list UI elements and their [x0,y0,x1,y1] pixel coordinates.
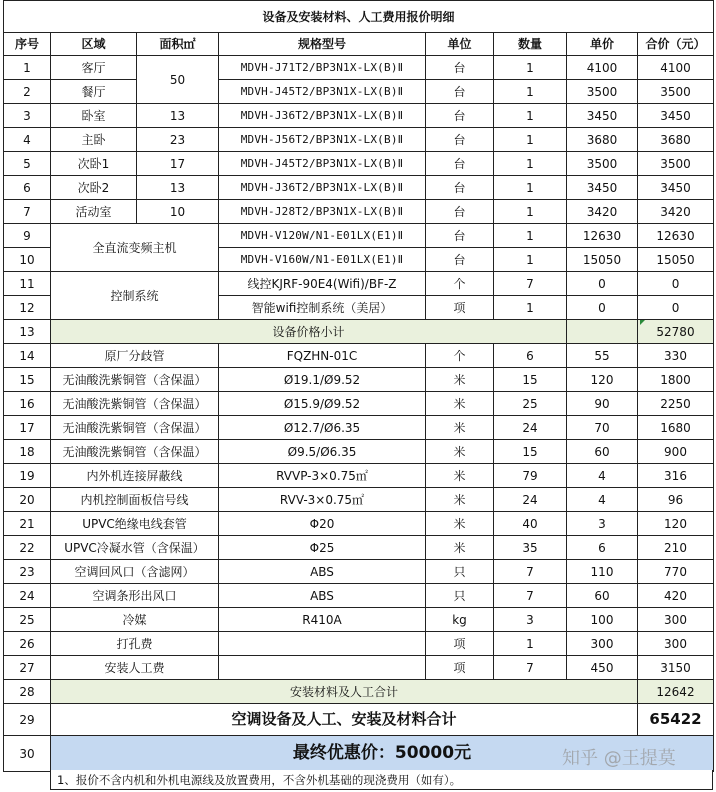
header-area: 区域 [51,33,137,56]
row-price: 4 [567,464,638,488]
equipment-subtotal-row [4,320,714,344]
row-total: 3450 [638,104,714,128]
row-unit: 台 [426,128,494,152]
row-no: 1 [4,56,51,80]
row-qty: 7 [494,560,567,584]
row-total: 2250 [638,392,714,416]
row-area: 卧室 [51,104,137,128]
row-spec: MDVH-J36T2/BP3N1X-LX(B)Ⅱ [219,104,426,128]
row-price: 60 [567,440,638,464]
row-unit: kg [426,608,494,632]
row-unit: 米 [426,368,494,392]
row-total: 4100 [638,56,714,80]
row-qty: 24 [494,488,567,512]
row-no: 4 [4,128,51,152]
row-no: 12 [4,296,51,320]
row-unit: 台 [426,248,494,272]
row-total: 420 [638,584,714,608]
table-row [4,392,714,416]
row-unit: 只 [426,584,494,608]
row-spec: MDVH-J71T2/BP3N1X-LX(B)Ⅱ [219,56,426,80]
header-qty: 数量 [494,33,567,56]
row-item: 空调条形出风口 [51,584,219,608]
row-total: 210 [638,536,714,560]
cell-comment-marker-icon [640,320,645,325]
row-unit: 台 [426,176,494,200]
sheet-title: 设备及安装材料、人工费用报价明细 [4,1,714,33]
header-unit: 单位 [426,33,494,56]
row-no: 9 [4,224,51,248]
row-item: 无油酸洗紫铜管（含保温） [51,392,219,416]
row-total: 96 [638,488,714,512]
row-size: 13 [137,176,219,200]
row-area: 活动室 [51,200,137,224]
row-qty: 7 [494,272,567,296]
row-price: 120 [567,368,638,392]
row-price: 300 [567,632,638,656]
row-unit: 项 [426,656,494,680]
row-qty: 1 [494,80,567,104]
row-no: 6 [4,176,51,200]
table-row [4,152,714,176]
row-qty: 6 [494,344,567,368]
row-qty: 25 [494,392,567,416]
row-price: 0 [567,272,638,296]
row-item: 打孔费 [51,632,219,656]
row-unit: 台 [426,152,494,176]
row-total: 3500 [638,80,714,104]
row-unit: 米 [426,440,494,464]
row-area-control-merged: 控制系统 [51,272,219,320]
grand-total-label: 空调设备及人工、安装及材料合计 [51,704,638,736]
row-no: 29 [4,704,51,736]
row-spec: R410A [219,608,426,632]
row-item: 无油酸洗紫铜管（含保温） [51,416,219,440]
table-row [4,104,714,128]
row-qty: 1 [494,56,567,80]
row-item: 冷媒 [51,608,219,632]
row-unit: 个 [426,344,494,368]
final-offer-row [4,736,714,772]
row-price: 6 [567,536,638,560]
row-spec [219,656,426,680]
row-size: 17 [137,152,219,176]
row-qty: 35 [494,536,567,560]
row-qty: 3 [494,608,567,632]
row-qty: 15 [494,368,567,392]
row-spec: Ø19.1/Ø9.52 [219,368,426,392]
quotation-table [3,0,714,772]
row-spec: Ø12.7/Ø6.35 [219,416,426,440]
row-no: 5 [4,152,51,176]
row-spec: Φ25 [219,536,426,560]
row-unit: 台 [426,200,494,224]
row-size: 13 [137,104,219,128]
row-qty: 24 [494,416,567,440]
row-price: 3450 [567,104,638,128]
grand-total-row [4,704,714,736]
table-row [4,368,714,392]
row-price: 3 [567,512,638,536]
row-no: 26 [4,632,51,656]
row-total: 900 [638,440,714,464]
row-item: UPVC绝缘电线套管 [51,512,219,536]
row-total: 0 [638,296,714,320]
header-spec: 规格型号 [219,33,426,56]
row-no: 16 [4,392,51,416]
table-row [4,272,714,296]
table-row [4,488,714,512]
material-subtotal-value: 12642 [638,680,714,704]
row-size: 10 [137,200,219,224]
row-qty: 40 [494,512,567,536]
row-total: 770 [638,560,714,584]
row-price: 15050 [567,248,638,272]
row-item: UPVC冷凝水管（含保温） [51,536,219,560]
row-unit: 台 [426,80,494,104]
row-no: 2 [4,80,51,104]
row-spec: MDVH-V160W/N1-E01LX(E1)Ⅱ [219,248,426,272]
table-row [4,176,714,200]
row-total: 3420 [638,200,714,224]
row-no: 18 [4,440,51,464]
row-total: 12630 [638,224,714,248]
row-spec: Φ20 [219,512,426,536]
row-area: 次卧1 [51,152,137,176]
row-spec: ABS [219,584,426,608]
header-total: 合价（元） [638,33,714,56]
header-price: 单价 [567,33,638,56]
row-price: 3420 [567,200,638,224]
row-total: 15050 [638,248,714,272]
row-total: 3500 [638,152,714,176]
row-no: 20 [4,488,51,512]
table-row [4,416,714,440]
material-subtotal-row [4,680,714,704]
row-total: 1800 [638,368,714,392]
row-item: 原厂分歧管 [51,344,219,368]
row-qty: 15 [494,440,567,464]
grand-total-value: 65422 [638,704,714,736]
row-price: 4100 [567,56,638,80]
row-no: 7 [4,200,51,224]
table-row [4,512,714,536]
row-spec: 线控KJRF-90E4(Wifi)/BF-Z [219,272,426,296]
row-spec: MDVH-J36T2/BP3N1X-LX(B)Ⅱ [219,176,426,200]
row-qty: 7 [494,656,567,680]
title-row [4,1,714,33]
row-qty: 1 [494,176,567,200]
row-no: 24 [4,584,51,608]
row-unit: 个 [426,272,494,296]
row-area: 客厅 [51,56,137,80]
row-spec: Ø15.9/Ø9.52 [219,392,426,416]
row-price: 12630 [567,224,638,248]
row-total: 1680 [638,416,714,440]
row-spec: MDVH-J56T2/BP3N1X-LX(B)Ⅱ [219,128,426,152]
table-row [4,56,714,80]
row-unit: 台 [426,224,494,248]
watermark: 知乎 @王提莫 [562,748,676,769]
row-no: 3 [4,104,51,128]
row-price: 4 [567,488,638,512]
row-unit: 米 [426,464,494,488]
row-price: 3450 [567,176,638,200]
row-no: 19 [4,464,51,488]
row-no: 25 [4,608,51,632]
table-row [4,344,714,368]
row-size: 23 [137,128,219,152]
row-unit: 项 [426,632,494,656]
row-area: 餐厅 [51,80,137,104]
row-qty: 79 [494,464,567,488]
table-row [4,632,714,656]
final-offer-label: 最终优惠价：50000元 [51,736,714,772]
row-spec: RVVP-3×0.75㎡ [219,464,426,488]
row-price: 60 [567,584,638,608]
row-spec: MDVH-J45T2/BP3N1X-LX(B)Ⅱ [219,152,426,176]
row-no: 10 [4,248,51,272]
row-unit: 项 [426,296,494,320]
row-price: 90 [567,392,638,416]
row-total: 330 [638,344,714,368]
row-area: 主卧 [51,128,137,152]
row-price: 70 [567,416,638,440]
table-row [4,200,714,224]
row-price: 110 [567,560,638,584]
row-total: 120 [638,512,714,536]
row-price: 3500 [567,80,638,104]
row-no: 11 [4,272,51,296]
row-total: 3680 [638,128,714,152]
row-qty: 1 [494,248,567,272]
row-no: 28 [4,680,51,704]
row-spec: MDVH-J45T2/BP3N1X-LX(B)Ⅱ [219,80,426,104]
row-unit: 米 [426,488,494,512]
row-qty: 1 [494,224,567,248]
row-item: 空调回风口（含滤网） [51,560,219,584]
row-item: 无油酸洗紫铜管（含保温） [51,368,219,392]
row-qty: 1 [494,296,567,320]
footnote: 1、报价不含内机和外机电源线及放置费用，不含外机基础的现浇费用（如有）。 [50,770,713,790]
table-row [4,80,714,104]
table-row [4,128,714,152]
row-price: 3680 [567,128,638,152]
row-qty: 1 [494,632,567,656]
row-unit: 只 [426,560,494,584]
row-spec: MDVH-J28T2/BP3N1X-LX(B)Ⅱ [219,200,426,224]
row-no: 14 [4,344,51,368]
row-unit: 米 [426,392,494,416]
row-unit: 台 [426,104,494,128]
row-no: 21 [4,512,51,536]
table-row [4,608,714,632]
row-spec: MDVH-V120W/N1-E01LX(E1)Ⅱ [219,224,426,248]
table-row [4,656,714,680]
row-spec: Ø9.5/Ø6.35 [219,440,426,464]
row-no: 22 [4,536,51,560]
row-spec: ABS [219,560,426,584]
table-row [4,464,714,488]
row-no: 17 [4,416,51,440]
row-price: 450 [567,656,638,680]
row-unit: 米 [426,416,494,440]
header-size: 面积㎡ [137,33,219,56]
equipment-subtotal-label: 设备价格小计 [51,320,567,344]
row-no: 27 [4,656,51,680]
material-subtotal-label: 安装材料及人工合计 [51,680,638,704]
row-no: 30 [4,736,51,772]
row-item: 无油酸洗紫铜管（含保温） [51,440,219,464]
row-area: 次卧2 [51,176,137,200]
row-unit: 台 [426,56,494,80]
table-row [4,584,714,608]
row-price: 55 [567,344,638,368]
row-price: 0 [567,296,638,320]
row-item: 内机控制面板信号线 [51,488,219,512]
row-qty: 1 [494,104,567,128]
row-size-merged: 50 [137,56,219,104]
row-total: 3150 [638,656,714,680]
row-qty: 1 [494,200,567,224]
table-row [4,224,714,248]
row-area-host-merged: 全直流变频主机 [51,224,219,272]
row-unit: 米 [426,536,494,560]
row-total: 0 [638,272,714,296]
header-no: 序号 [4,33,51,56]
table-row [4,560,714,584]
row-spec: RVV-3×0.75㎡ [219,488,426,512]
row-qty: 7 [494,584,567,608]
row-price: 3500 [567,152,638,176]
row-spec: 智能wifi控制系统（美居） [219,296,426,320]
row-qty: 1 [494,128,567,152]
row-price: 100 [567,608,638,632]
subtotal-empty-cell [567,320,638,344]
row-total: 3450 [638,176,714,200]
row-no: 15 [4,368,51,392]
row-no: 13 [4,320,51,344]
row-spec [219,632,426,656]
table-row [4,536,714,560]
row-no: 23 [4,560,51,584]
row-spec: FQZHN-01C [219,344,426,368]
table-row [4,440,714,464]
equipment-subtotal-value: 52780 [638,320,714,344]
row-item: 安装人工费 [51,656,219,680]
row-total: 300 [638,632,714,656]
row-qty: 1 [494,152,567,176]
header-row [4,33,714,56]
row-total: 300 [638,608,714,632]
row-unit: 米 [426,512,494,536]
row-total: 316 [638,464,714,488]
row-item: 内外机连接屏蔽线 [51,464,219,488]
